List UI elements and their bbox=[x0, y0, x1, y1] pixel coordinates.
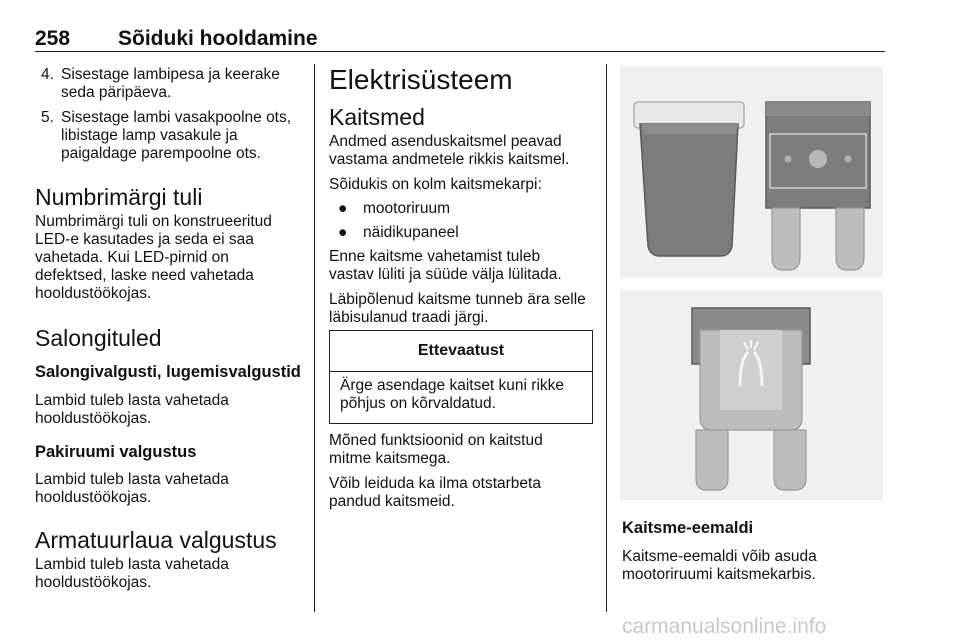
courtesy-text: Lambid tuleb lasta vahetada hooldustöökojas. bbox=[35, 392, 229, 427]
column-divider-2 bbox=[606, 64, 607, 612]
column-2-lower bbox=[329, 432, 597, 511]
bullet-instrument: ● näidikupaneel bbox=[338, 224, 459, 241]
luggage-text: Lambid tuleb lasta vahetada hooldustöökojas. bbox=[35, 471, 229, 506]
interior-heading: Salongituled bbox=[35, 325, 162, 351]
step-5: 5. Sisestage lambi vasakpoolne ots, libistage lamp vasakule ja paigaldage parempoolne ots. bbox=[41, 109, 292, 162]
page-header bbox=[35, 27, 885, 52]
caution-title: Ettevaatust bbox=[330, 331, 592, 372]
switch-text: Enne kaitsme vahetamist tuleb vastav lüliti ja süüde välja lülitada. bbox=[329, 248, 562, 283]
blown-fuse-illustration bbox=[620, 290, 883, 500]
column-3-text bbox=[622, 518, 882, 584]
boxes-intro: Sõidukis on kolm kaitsmekarpi: bbox=[329, 176, 542, 193]
caution-text: Ärge asendage kaitset kuni rikke põhjus on kõrvaldatud. bbox=[340, 377, 565, 412]
page-number: 258 bbox=[35, 27, 71, 50]
step-4: 4. Sisestage lambipesa ja keerake seda päripäeva. bbox=[41, 66, 280, 101]
column-divider-1 bbox=[314, 64, 315, 612]
plate-heading: Numbrimärgi tuli bbox=[35, 184, 203, 210]
plate-text: Numbrimärgi tuli on konstrueeritud LED-e kasutades ja seda ei saa vahetada. Kui LED-pirnid on defektsed, laske need vahetada hooldustöökojas. bbox=[35, 213, 272, 302]
bullet-engine: ● mootoriruum bbox=[338, 200, 450, 217]
luggage-heading: Pakiruumi valgustus bbox=[35, 443, 197, 461]
watermark: carmanualsonline.info bbox=[622, 615, 827, 638]
dash-text: Lambid tuleb lasta vahetada hooldustöökojas. bbox=[35, 556, 229, 591]
extractor-heading: Kaitsme-eemaldi bbox=[622, 519, 754, 537]
fuse-drawing bbox=[620, 66, 883, 278]
dash-heading: Armatuurlaua valgustus bbox=[35, 527, 277, 553]
column-2 bbox=[329, 64, 597, 327]
fuses-text: Andmed asenduskaitsmel peavad vastama andmetele rikkis kaitsmel. bbox=[329, 133, 570, 168]
fuses-heading: Kaitsmed bbox=[329, 104, 425, 130]
extractor-text: Kaitsme-eemaldi võib asuda mootoriruumi kaitsmekarbis. bbox=[622, 548, 817, 583]
column-1 bbox=[35, 66, 305, 592]
main-heading: Elektrisüsteem bbox=[329, 64, 513, 95]
blown-fuse-drawing bbox=[620, 290, 883, 500]
fuse-illustration bbox=[620, 66, 883, 278]
functions-text: Mõned funktsioonid on kaitstud mitme kaitsmega. bbox=[329, 432, 543, 467]
unused-text: Võib leiduda ka ilma otstarbeta pandud kaitsmeid. bbox=[329, 475, 541, 510]
blown-text: Läbipõlenud kaitsme tunneb ära selle läbisulanud traadi järgi. bbox=[329, 291, 586, 326]
chapter-title: Sõiduki hooldamine bbox=[118, 27, 318, 50]
courtesy-heading: Salongivalgusti, lugemisvalgustid bbox=[35, 363, 301, 381]
caution-box bbox=[329, 330, 593, 424]
